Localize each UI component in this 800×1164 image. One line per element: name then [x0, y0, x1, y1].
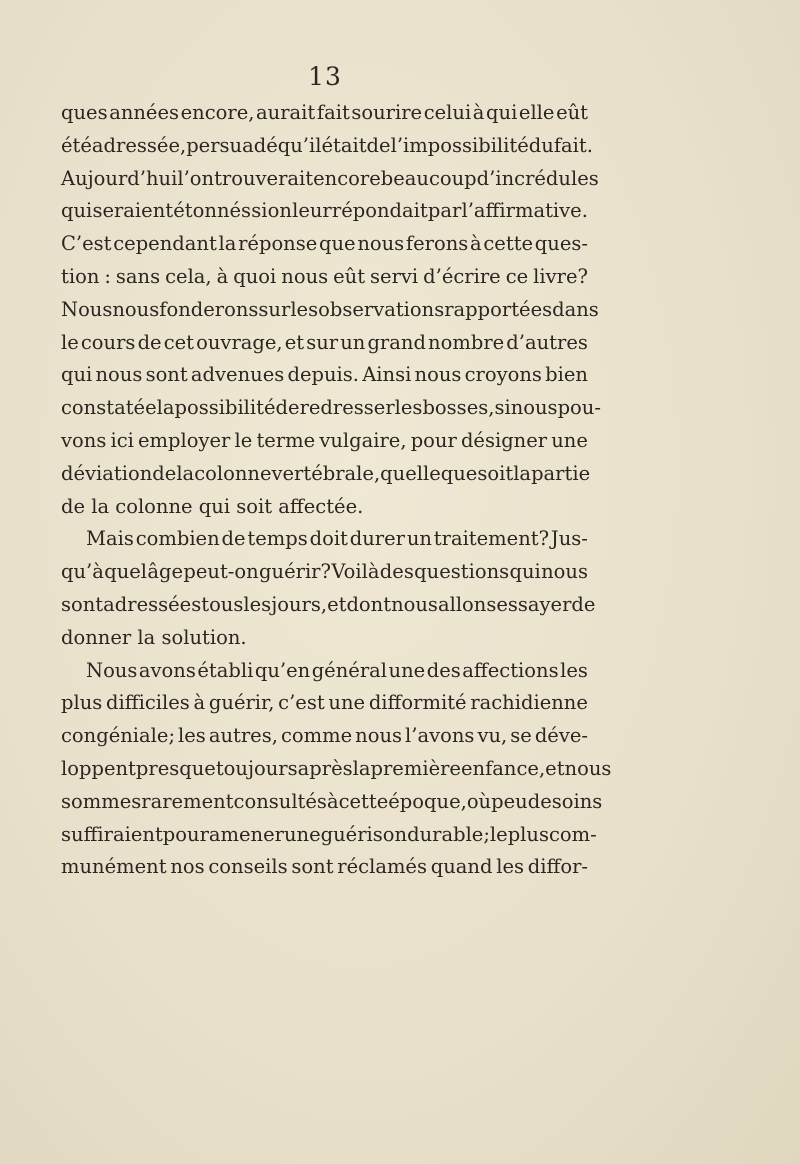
text-line: congéniale; les autres, comme nous l’avons vu, se déve-: [61, 724, 588, 748]
text-line: C’est cependant la réponse que nous ferons à cette ques-: [61, 232, 588, 256]
text-line: Aujourd’hui l’on trouverait encore beaucoup d’incrédules: [61, 166, 599, 190]
text-line: Mais combien de temps doit durer un traitement? Jus-: [86, 527, 588, 551]
text-line: qu’à quel âge peut-on guérir? Voilà des questions qui nous: [61, 560, 588, 584]
text-line: le cours de cet ouvrage, et sur un grand nombre d’autres: [61, 330, 588, 354]
text-line: donner la solution.: [61, 625, 247, 649]
text-line: Nous avons établi qu’en général une des affections les: [86, 658, 588, 682]
text-line: constatée la possibilité de redresser les bosses, si nous pou-: [61, 396, 601, 420]
text-line: ques années encore, aurait fait sourire celui à qui elle eût: [61, 101, 588, 124]
text-line: de la colonne qui soit affectée.: [61, 494, 364, 518]
text-line: munément nos conseils sont réclamés quand les diffor-: [61, 855, 588, 879]
text-line: loppent presque toujours après la première enfance, et nous: [61, 756, 612, 780]
text-line: sont adressées tous les jours, et dont nous allons essayer de: [61, 592, 596, 616]
page-number: 13: [308, 62, 342, 91]
text-line: qui seraient étonnés si on leur répondait par l’affirmative.: [61, 199, 588, 223]
body-text: [61, 97, 612, 884]
text-line: plus difficiles à guérir, c’est une difformité rachidienne: [61, 691, 588, 715]
text-line: été adressée, persuadé qu’il était de l’impossibilité du fait.: [61, 133, 593, 157]
text-line: vons ici employer le terme vulgaire, pour désigner une: [61, 428, 588, 452]
text-line: Nous nous fonderons sur les observations rapportées dans: [61, 297, 599, 321]
text-line: suffiraient pour amener une guérison durable; le plus com-: [61, 822, 597, 846]
text-line: déviation de la colonne vertébrale, quelle que soit la partie: [61, 461, 591, 485]
text-line: sommes rarement consultés à cette époque, où peu de soins: [61, 789, 603, 813]
text-line: qui nous sont advenues depuis. Ainsi nous croyons bien: [61, 363, 588, 387]
text-line: tion : sans cela, à quoi nous eût servi d’écrire ce livre?: [61, 264, 588, 288]
